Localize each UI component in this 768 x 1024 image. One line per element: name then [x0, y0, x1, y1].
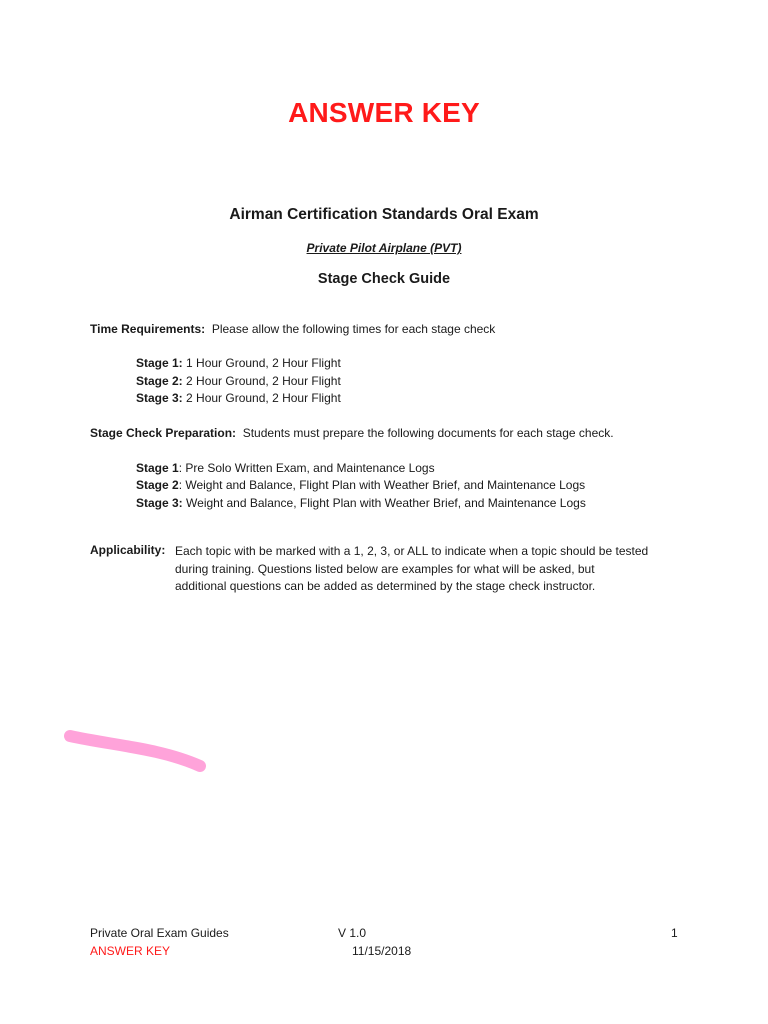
stage-text: 2 Hour Ground, 2 Hour Flight	[186, 391, 341, 405]
applicability-line: during training. Questions listed below are examples for what will be asked, but	[175, 561, 595, 576]
stage-label: Stage 1:	[136, 356, 183, 370]
stage-label: Stage 2:	[136, 374, 183, 388]
preparation-label: Stage Check Preparation:	[90, 426, 237, 440]
footer-doc-name: Private Oral Exam Guides	[90, 926, 229, 940]
time-requirements-label: Time Requirements:	[90, 322, 206, 336]
stage-text: : Pre Solo Written Exam, and Maintenance Logs	[178, 461, 435, 475]
footer-answer-key: ANSWER KEY	[90, 944, 171, 958]
stage-text: : Weight and Balance, Flight Plan with Weather Brief, and Maintenance Logs	[178, 478, 586, 492]
stage-text: 1 Hour Ground, 2 Hour Flight	[186, 356, 341, 370]
preparation-text: Students must prepare the following documents for each stage check.	[242, 426, 614, 440]
footer-page-number: 1	[671, 926, 678, 940]
stage-label: Stage 1	[136, 461, 179, 475]
guide-title: Stage Check Guide	[317, 271, 451, 287]
answer-key-heading: ANSWER KEY	[288, 97, 480, 128]
applicability-line: Each topic with be marked with a 1, 2, 3, or ALL to indicate when a topic should be tested	[175, 544, 649, 558]
applicability-line: additional questions can be added as determined by the stage check instructor.	[175, 579, 596, 593]
document-subtitle: Private Pilot Airplane (PVT)	[306, 241, 462, 255]
applicability-label: Applicability:	[90, 543, 166, 557]
stage-label: Stage 3:	[136, 496, 183, 510]
stage-label: Stage 3:	[136, 391, 183, 405]
stage-text: 2 Hour Ground, 2 Hour Flight	[186, 374, 341, 388]
stage-text: Weight and Balance, Flight Plan with Weather Brief, and Maintenance Logs	[186, 496, 586, 510]
stage-label: Stage 2	[136, 478, 179, 492]
time-requirements-text: Please allow the following times for each stage check	[211, 322, 496, 336]
footer-date: 11/15/2018	[352, 944, 412, 958]
document-title: Airman Certification Standards Oral Exam	[229, 206, 539, 223]
footer-version: V 1.0	[338, 926, 367, 940]
